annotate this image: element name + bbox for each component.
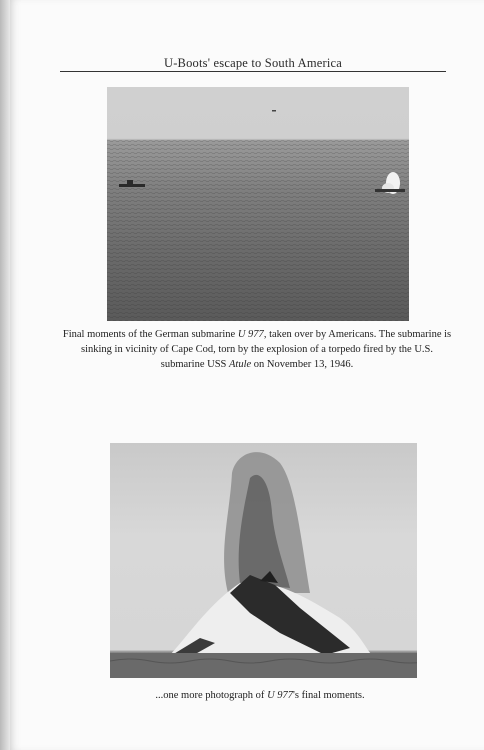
figure-1-caption	[62, 327, 452, 372]
caption-text: ...one more photograph of	[155, 690, 268, 701]
caption-text: , taken over by Americans. The submarine is sinking in vicinity of Cape Cod, torn by the explosion of a torpedo fired by the U.S. submarine USS	[81, 329, 452, 370]
photo-submarine-torpedo-hit	[107, 87, 409, 321]
page-gutter-edge	[0, 0, 10, 750]
caption-italic-ship-name: Atule	[229, 359, 252, 370]
header-rule	[60, 71, 446, 72]
running-head: U-Boots' escape to South America	[163, 56, 343, 70]
photo-2-drawing	[110, 443, 417, 678]
photo-1-drawing	[107, 87, 409, 321]
figure-2-caption	[100, 688, 420, 703]
photo-submarine-explosion	[110, 443, 417, 678]
caption-text: on November 13, 1946.	[251, 359, 354, 370]
caption-italic-sub-name: U 977	[267, 690, 294, 701]
caption-italic-sub-name: U 977	[237, 329, 264, 340]
caption-text: 's final moments.	[293, 690, 365, 701]
caption-text: Final moments of the German submarine	[62, 329, 238, 340]
